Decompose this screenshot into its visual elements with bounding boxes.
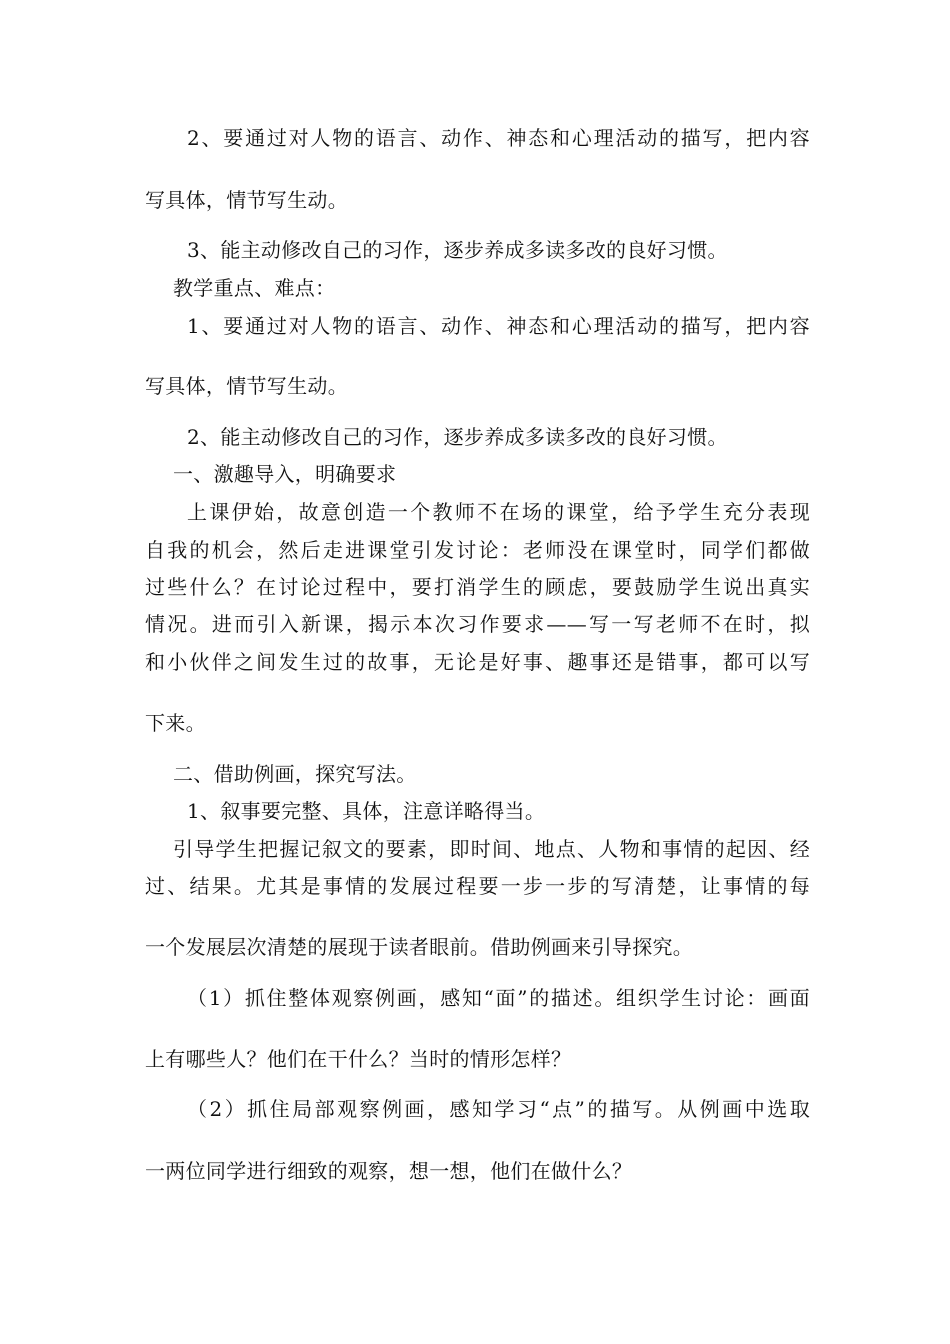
key-points-heading: 教学重点、难点： [173,276,336,300]
section-2-heading: 二、借助例画，探究写法。 [173,762,417,786]
objective-2-line-1: 2、要通过对人物的语言、动作、神态和心理活动的描写，把内容 [187,126,810,150]
objective-3-line: 3、能主动修改自己的习作，逐步养成多读多改的良好习惯。 [187,238,728,262]
key-point-2-line: 2、能主动修改自己的习作，逐步养成多读多改的良好习惯。 [187,425,728,449]
list-item-1-line-1: （1）抓住整体观察例画，感知“面”的描述。组织学生讨论：画面 [187,986,810,1010]
key-point-1-line-2: 写具体，情节写生动。 [145,374,348,398]
paragraph-line: 过、结果。尤其是事情的发展过程要一步一步的写清楚，让事情的每 [145,874,810,898]
key-point-1-line-1: 1、要通过对人物的语言、动作、神态和心理活动的描写，把内容 [187,314,810,338]
section-1-heading: 一、激趣导入，明确要求 [173,462,397,486]
paragraph-line: 下来。 [145,711,206,735]
list-item-1-line-2: 上有哪些人？他们在干什么？当时的情形怎样？ [145,1047,572,1071]
subsection-1-heading: 1、叙事要完整、具体，注意详略得当。 [187,799,546,823]
paragraph-line: 过些什么？在讨论过程中，要打消学生的顾虑，要鼓励学生说出真实 [145,575,810,599]
paragraph-line: 引导学生把握记叙文的要素，即时间、地点、人物和事情的起因、经 [173,837,810,861]
list-item-2-line-1: （2）抓住局部观察例画，感知学习“点”的描写。从例画中选取 [187,1097,810,1121]
paragraph-line: 一个发展层次清楚的展现于读者眼前。借助例画来引导探究。 [145,935,694,959]
objective-2-line-2: 写具体，情节写生动。 [145,188,348,212]
paragraph-line: 自我的机会，然后走进课堂引发讨论：老师没在课堂时，同学们都做 [145,538,810,562]
paragraph-line: 上课伊始，故意创造一个教师不在场的课堂，给予学生充分表现 [187,500,810,524]
paragraph-line: 和小伙伴之间发生过的故事，无论是好事、趣事还是错事，都可以写 [145,650,810,674]
list-item-2-line-2: 一两位同学进行细致的观察，想一想，他们在做什么？ [145,1159,633,1183]
paragraph-line: 情况。进而引入新课，揭示本次习作要求——写一写老师不在时，拟 [145,612,810,636]
